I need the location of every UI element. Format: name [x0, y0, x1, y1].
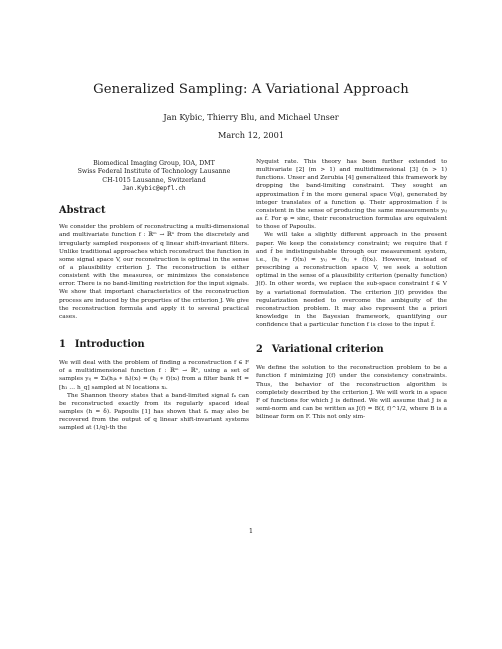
section-2-number: 2 — [256, 344, 263, 356]
affiliation-line-2: Swiss Federal Institute of Technology Lausanne — [77, 168, 231, 176]
affiliation-email: Jan.Kybic@epfl.ch — [122, 184, 186, 192]
intro-continued-para-1: Nyquist rate. This theory has been further extended to multivariate [2] (m > 1) and multidimensional [3] (n > 1) functions. Unser and Zerubia [4] generalized this framework by dropping the band-limiting constraint. They sought an approximation f̃ in the more general space V(φ), generated by integer translates of a function φ. Their approximation f̃ is consistent in the sense of producing the same measurements yᵢⱼ as f̃. For φ = sinc, their reconstruction formulas are equivalent to those of Papoulis. — [256, 159, 447, 231]
abstract-text: We consider the problem of reconstructing a multi-dimensional and multivariate function f : ℝᵐ → ℝⁿ from the discretely and irregularly sampled responses of q linear shift-invariant filters. Unlike traditional approaches which reconstruct the function in some signal space V, our reconstruction is optimal in the sense of a plausibility criterion J. The reconstruction is either consistent with the measures, or minimizes the consistence error. There is no band-limiting restriction for the input signals. We show that important characteristics of the reconstruction process are induced by the properties of the criterion J. We give the reconstruction formula and apply it to several practical cases. — [59, 224, 249, 320]
section-1-para-1: We will deal with the problem of finding a reconstruction f ∈ F of a multidimensional function f : ℝᵐ → ℝⁿ, using a set of samples yᵢⱼ = Σₖ(hⱼₖ ∗ fₖ)(xᵢ) = (hⱼ ∗ f)(xᵢ) from a filter bank H = [h₁ … h_q] sampled at N locations xᵢ. — [59, 360, 249, 391]
paper-date: March 12, 2001 — [217, 130, 285, 140]
paper-authors: Jan Kybic, Thierry Blu, and Michael Unser — [163, 112, 339, 122]
section-1-heading — [59, 339, 249, 350]
section-2-heading — [256, 344, 447, 355]
section-1-number: 1 — [59, 339, 66, 351]
affiliation-line-1: Biomedical Imaging Group, IOA, DMT — [93, 160, 215, 167]
left-column — [59, 160, 249, 432]
paper-title: Generalized Sampling: A Variational Approach — [93, 82, 409, 97]
page-number: 1 — [248, 527, 254, 535]
section-1-title: Introduction — [74, 339, 145, 351]
right-column — [256, 158, 447, 421]
affiliation-block — [59, 160, 249, 193]
affiliation-line-3: CH-1015 Lausanne, Switzerland — [102, 176, 206, 184]
section-2-title: Variational criterion — [271, 344, 384, 356]
abstract-heading: Abstract — [59, 205, 106, 217]
intro-continued-para-2: We will take a slightly different approach in the present paper. We keep the consistency constraint; we require that f and f̃ be indistinguishable through our measurement system, i.e., (hⱼ ∗ f)(xᵢ) = yᵢⱼ = (hⱼ ∗ f̃)(xᵢ). However, instead of prescribing a reconstruction space V, we seek a solution optimal in the sense of a plausibility criterion (penalty function) J(f). In other words, we replace the sub-space constraint f ∈ V by a variational formulation. The criterion J(f) provides the regularization needed to overcome the ambiguity of the reconstruction problem. It may also represent the a priori knowledge in the Bayesian framework, quantifying our confidence that a particular function f is close to the input f̃. — [256, 232, 447, 329]
section-1-para-2: The Shannon theory states that a band-limited signal fₐ can be reconstructed exactly from its regularly spaced ideal samples (h = δ). Papoulis [1] has shown that fₐ may also be recovered from the output of q linear shift-invariant systems sampled at (1/q)-th the — [59, 392, 249, 432]
section-2-para-1: We define the solution to the reconstruction problem to be a function f minimizing J(f) under the consistency constraints. Thus, the behavior of the reconstruction algorithm is completely described by the criterion J. We will work in a space F of functions for which J is defined. We will assume that J is a semi-norm and can be written as J(f) = B(f, f)^1/2, where B is a bilinear form on F. This not only sim- — [256, 365, 447, 421]
